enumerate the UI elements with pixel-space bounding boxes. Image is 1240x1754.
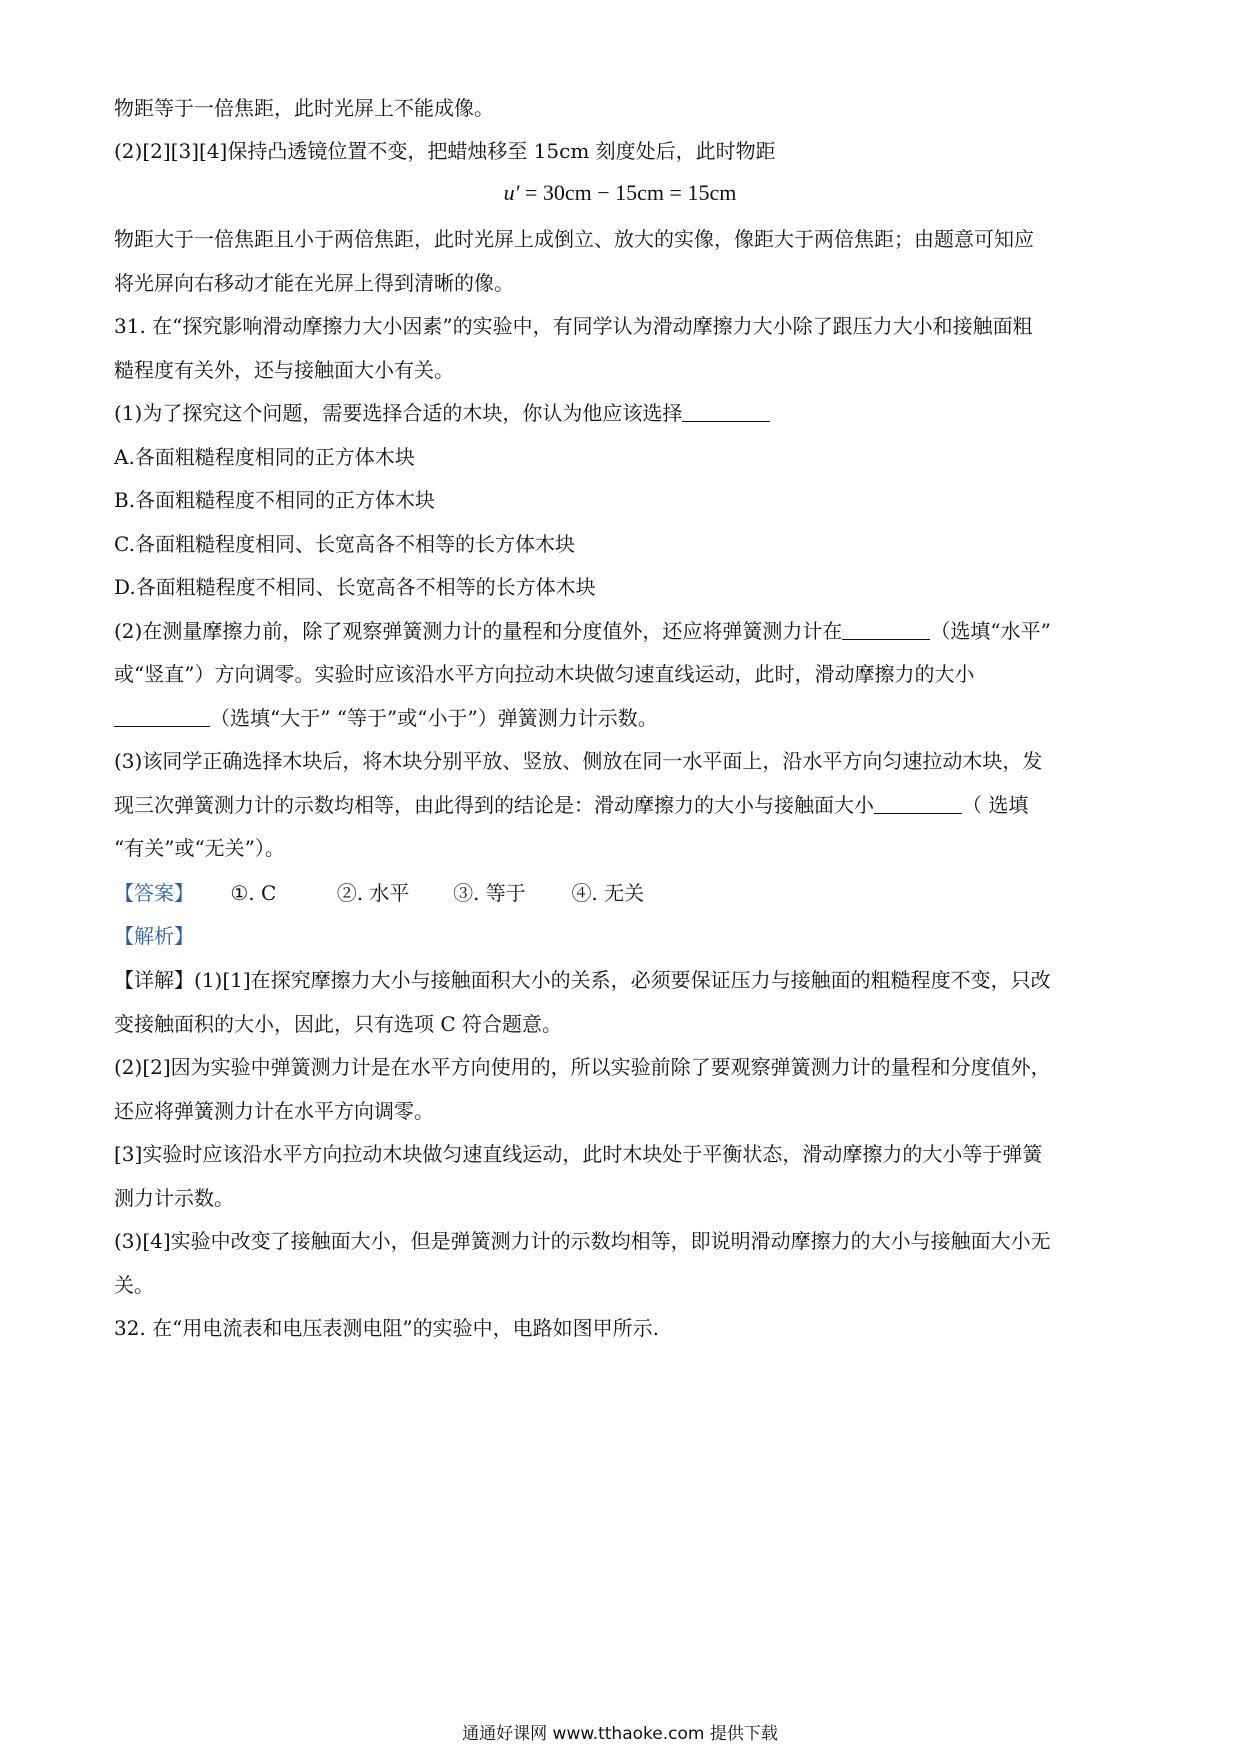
analysis-tag (114, 922, 1134, 950)
text-line: (2)[2][3][4]保持凸透镜位置不变，把蜡烛移至 15cm 刻度处后，此时物距 (114, 139, 776, 163)
page-footer: 通通好课网 www.tthaoke.com 提供下载 (462, 1724, 778, 1744)
sub-question-2 (114, 704, 1134, 732)
sub-question-2: 或“竖直”）方向调零。实验时应该沿水平方向拉动木块做匀速直线运动，此时，滑动摩擦力的大小 (114, 662, 975, 686)
detail-text: 变接触面积的大小，因此，只有选项 C 符合题意。 (114, 1012, 563, 1036)
sub-question-text: (2)在测量摩擦力前，除了观察弹簧测力计的量程和分度值外，还应将弹簧测力计在 (114, 619, 843, 643)
answer-item: ②. 水平 (336, 881, 410, 905)
answer-blank (874, 793, 962, 814)
text-line: 将光屏向右移动才能在光屏上得到清晰的像。 (114, 271, 514, 295)
sub-question-text: （选填“大于” “等于”或“小于”）弹簧测力计示数。 (210, 706, 658, 730)
option-c: C.各面粗糙程度相同、长宽高各不相等的长方体木块 (114, 532, 575, 556)
detail-text: [3]实验时应该沿水平方向拉动木块做匀速直线运动，此时木块处于平衡状态，滑动摩擦力的大小等于弹簧 (114, 1142, 1043, 1166)
detail-text: (3)[4]实验中改变了接触面大小，但是弹簧测力计的示数均相等，即说明滑动摩擦力的大小与接触面大小无 (114, 1229, 1051, 1253)
sub-question-2 (114, 617, 1134, 645)
text-line: 物距大于一倍焦距且小于两倍焦距，此时光屏上成倒立、放大的实像，像距大于两倍焦距；由题意可知应 (114, 227, 1034, 251)
text-line: 物距等于一倍焦距，此时光屏上不能成像。 (114, 96, 494, 120)
detail-text: 关。 (114, 1273, 154, 1297)
option-b: B.各面粗糙程度不相同的正方体木块 (114, 488, 436, 512)
sub-question-3 (114, 791, 1134, 819)
sub-question-1 (114, 399, 1134, 427)
sub-question-text: （ 选填 (962, 793, 1029, 817)
formula-variable: u′ (503, 180, 520, 205)
detail-text: 【详解】(1)[1]在探究摩擦力大小与接触面积大小的关系，必须要保证压力与接触面的粗糙程度不变，只改 (114, 968, 1051, 992)
formula (0, 178, 1240, 208)
question-31-stem: 31. 在“探究影响滑动摩擦力大小因素”的实验中，有同学认为滑动摩擦力大小除了跟压力大小和接触面粗 (114, 314, 1033, 338)
option-d: D.各面粗糙程度不相同、长宽高各不相等的长方体木块 (114, 575, 596, 599)
answer-blank (842, 619, 930, 640)
answer-blank (114, 706, 210, 727)
answer-item: ④. 无关 (571, 881, 645, 905)
sub-question-3: “有关”或“无关”）。 (114, 836, 285, 860)
answer-tag: 【答案】 (114, 881, 194, 905)
sub-question-3: (3)该同学正确选择木块后，将木块分别平放、竖放、侧放在同一水平面上，沿水平方向匀速拉动木块，发 (114, 749, 1043, 773)
analysis-tag-text: 【解析】 (114, 924, 194, 948)
answer-blank (682, 401, 770, 422)
answer-item: ①. C (230, 881, 277, 905)
answer-line (114, 879, 1134, 907)
answer-item: ③. 等于 (453, 881, 526, 905)
detail-text: 还应将弹簧测力计在水平方向调零。 (114, 1099, 434, 1123)
question-32-stem: 32. 在“用电流表和电压表测电阻”的实验中，电路如图甲所示. (114, 1316, 659, 1340)
sub-question-text: （选填“水平” (930, 619, 1051, 643)
detail-text: 测力计示数。 (114, 1186, 234, 1210)
sub-question-text: (1)为了探究这个问题，需要选择合适的木块，你认为他应该选择 (114, 401, 683, 425)
formula-body: = 30cm − 15cm = 15cm (524, 180, 737, 205)
detail-text: (2)[2]因为实验中弹簧测力计是在水平方向使用的，所以实验前除了要观察弹簧测力计的量程和分度值外， (114, 1055, 1051, 1079)
sub-question-text: 现三次弹簧测力计的示数均相等，由此得到的结论是：滑动摩擦力的大小与接触面大小 (114, 793, 874, 817)
option-a: A.各面粗糙程度相同的正方体木块 (114, 445, 415, 469)
question-31-stem: 糙程度有关外，还与接触面大小有关。 (114, 358, 454, 382)
